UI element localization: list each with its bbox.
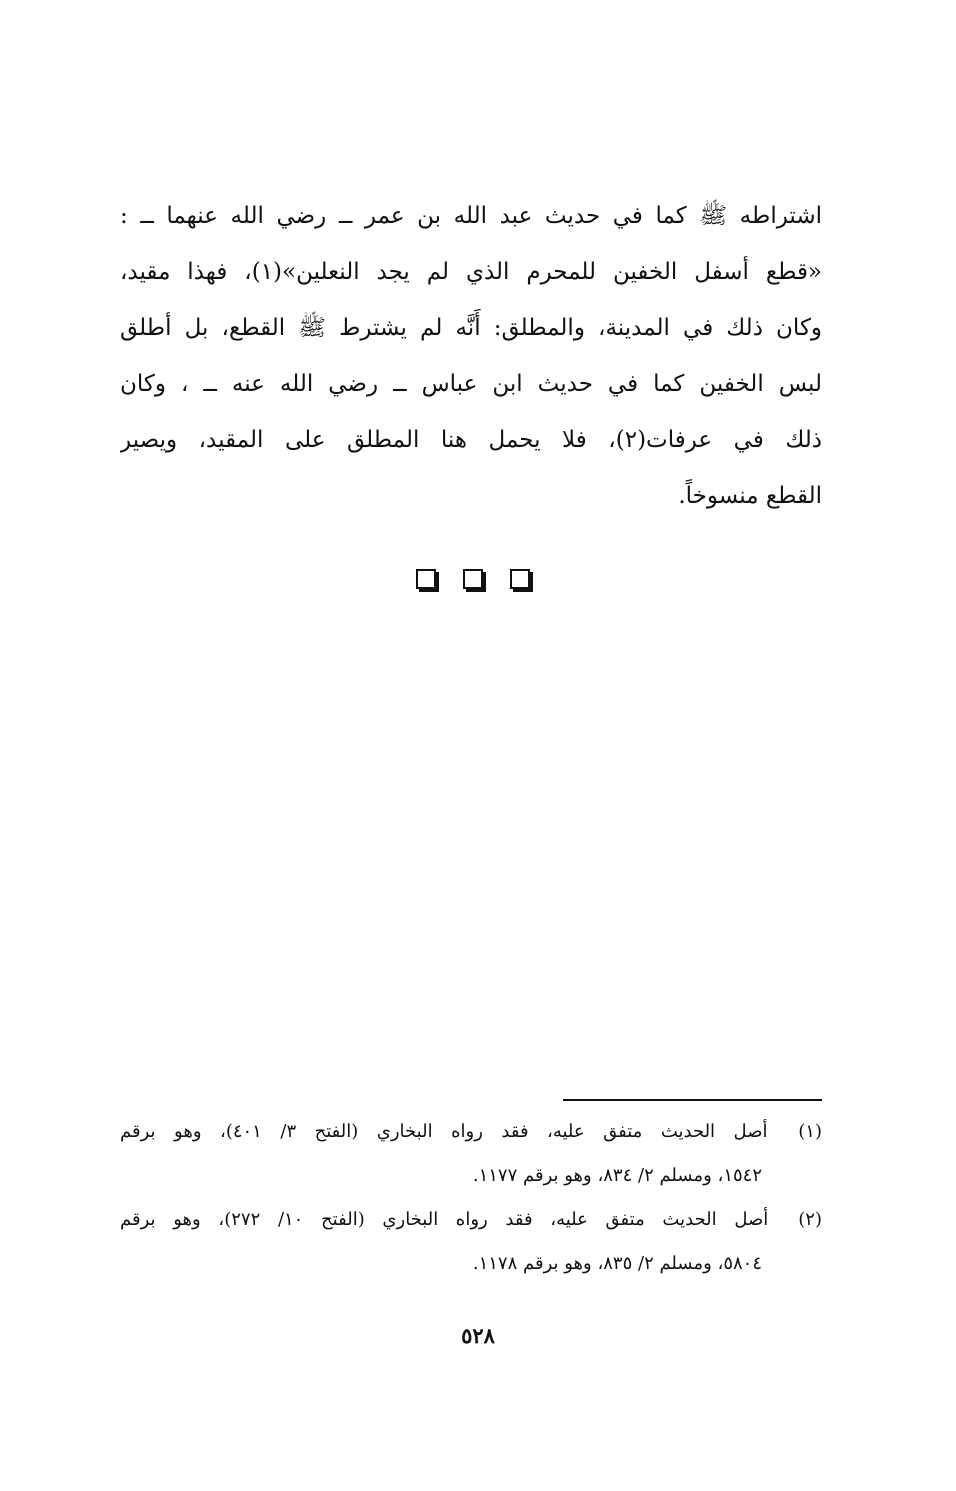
body-line: لبس الخفين كما في حديث ابن عباس ــ رضي الله عنه ــ ، وكان — [120, 371, 822, 397]
footnote-text: أصل الحديث متفق عليه، فقد رواه البخاري (الفتح ١٠/ ٢٧٢)، وهو برقم — [120, 1209, 769, 1230]
section-separator-ornament — [416, 564, 530, 594]
body-line: اشتراطه ﷺ كما في حديث عبد الله بن عمر ــ رضي الله عنهما ــ : — [120, 203, 822, 229]
footnotes — [120, 1110, 822, 1286]
footnote-2-continuation: ٥٨٠٤، ومسلم ٢/ ٨٣٥، وهو برقم ١١٧٨. — [472, 1253, 762, 1274]
footnote-number: (١) — [798, 1121, 822, 1142]
page-number: ٥٢٨ — [461, 1323, 495, 1348]
ornament-square-icon — [463, 569, 483, 589]
body-line: «قطع أسفل الخفين للمحرم الذي لم يجد النعلين»(١)، فهذا مقيد، — [120, 259, 822, 285]
ornament-square-icon — [510, 569, 530, 589]
footnote-divider — [563, 1099, 822, 1101]
footnote-2-line — [120, 1198, 822, 1242]
body-line: القطع منسوخاً. — [678, 483, 822, 509]
body-line: ذلك في عرفات(٢)، فلا يحمل هنا المطلق على المقيد، ويصير — [120, 427, 822, 453]
body-paragraph — [120, 188, 822, 524]
footnote-text: أصل الحديث متفق عليه، فقد رواه البخاري (الفتح ٣/ ٤٠١)، وهو برقم — [120, 1121, 768, 1142]
body-line: وكان ذلك في المدينة، والمطلق: أَنَّه لم يشترط ﷺ القطع، بل أطلق — [120, 315, 822, 341]
footnote-1-continuation: ١٥٤٢، ومسلم ٢/ ٨٣٤، وهو برقم ١١٧٧. — [472, 1165, 762, 1186]
ornament-square-icon — [416, 569, 436, 589]
footnote-number: (٢) — [798, 1209, 822, 1230]
footnote-1-line — [120, 1110, 822, 1154]
